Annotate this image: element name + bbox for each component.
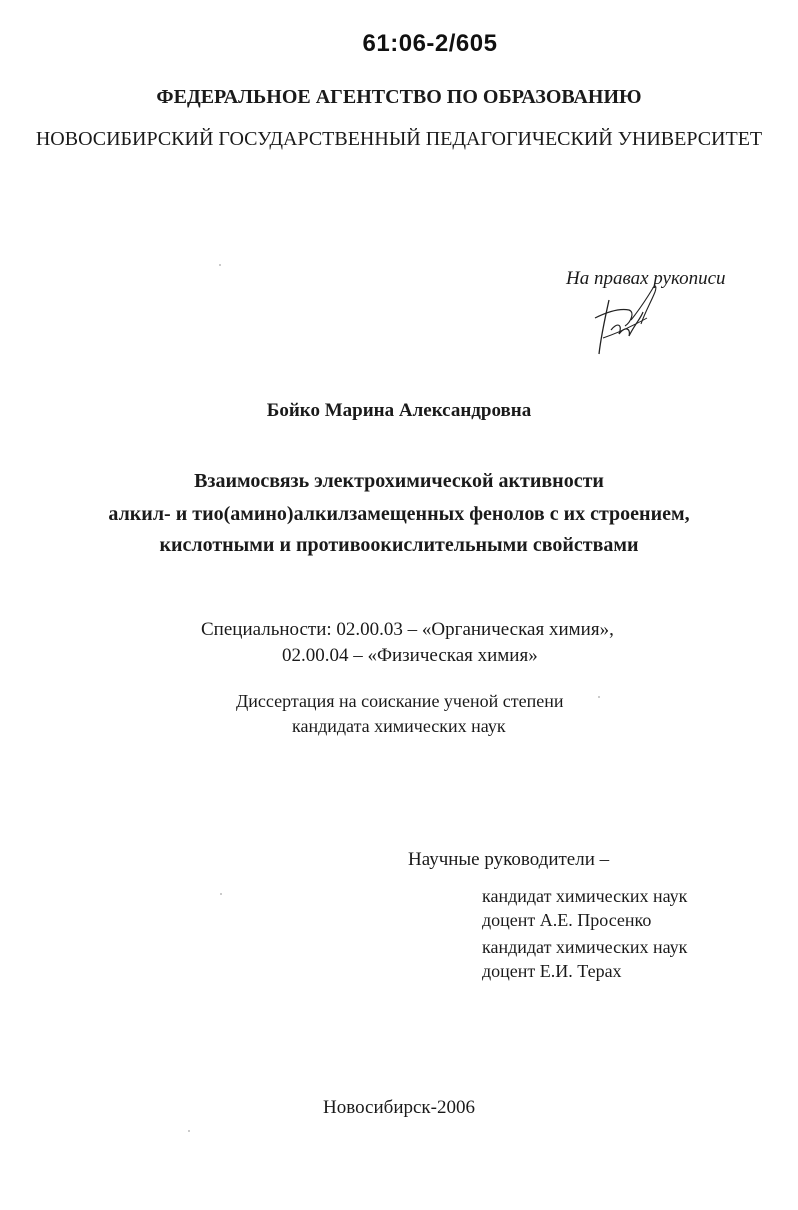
supervisor-2-name: доцент Е.И. Терах	[482, 961, 622, 981]
scan-speck	[598, 696, 600, 698]
agency-heading: ФЕДЕРАЛЬНОЕ АГЕНТСТВО ПО ОБРАЗОВАНИЮ	[156, 86, 642, 108]
scan-speck	[220, 893, 222, 895]
specialty-line-1: Специальности: 02.00.03 – «Органическая химия»,	[201, 619, 614, 640]
author-name: Бойко Марина Александровна	[266, 400, 532, 421]
title-line-3: кислотными и противоокислительными свойствами	[159, 534, 639, 556]
supervisor-2-degree: кандидат химических наук	[482, 937, 688, 957]
title-line-1: Взаимосвязь электрохимической активности	[194, 470, 604, 492]
specialty-line-2: 02.00.04 – «Физическая химия»	[282, 645, 538, 666]
signature-icon	[585, 278, 665, 360]
dissertation-line-1: Диссертация на соискание ученой степени	[236, 691, 564, 711]
supervisor-1-name: доцент А.Е. Просенко	[482, 910, 652, 930]
scan-speck	[219, 264, 221, 266]
archive-code: 61:06-2/605	[362, 30, 498, 57]
supervisor-1-degree: кандидат химических наук	[482, 886, 688, 906]
dissertation-line-2: кандидата химических наук	[292, 716, 506, 736]
university-heading: НОВОСИБИРСКИЙ ГОСУДАРСТВЕННЫЙ ПЕДАГОГИЧЕСКИЙ УНИВЕРСИТЕТ	[35, 128, 763, 150]
manuscript-note: На правах рукописи	[566, 268, 726, 289]
supervisors-label: Научные руководители –	[408, 849, 610, 870]
city-year: Новосибирск-2006	[323, 1097, 475, 1118]
scan-speck	[188, 1130, 190, 1132]
title-line-2: алкил- и тио(амино)алкилзамещенных фенолов с их строением,	[108, 503, 690, 525]
